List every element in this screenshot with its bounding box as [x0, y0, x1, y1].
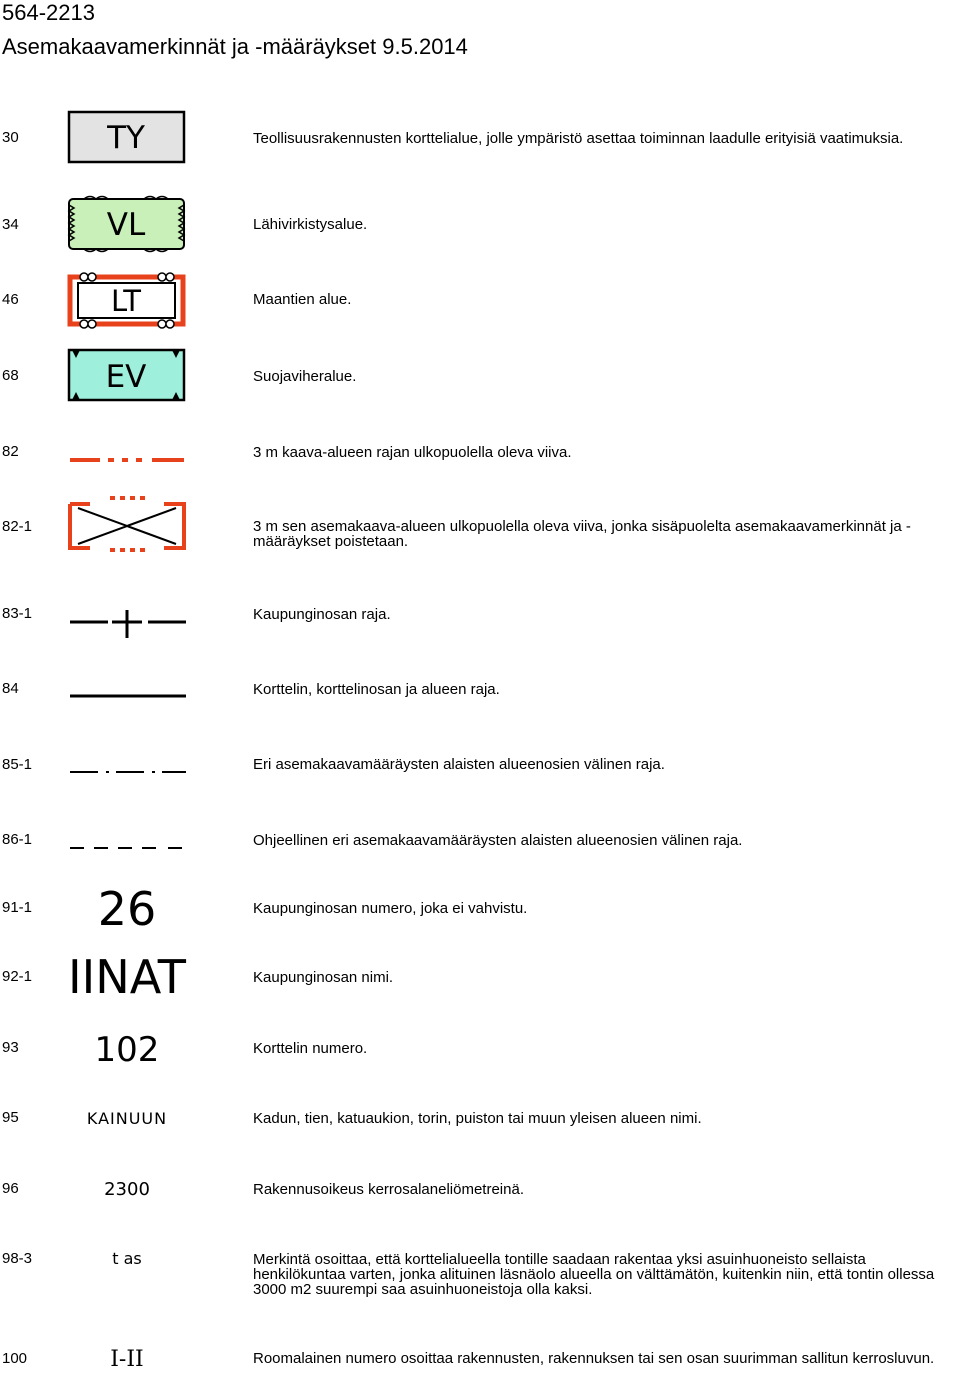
boundary-3m-outside-line-symbol — [64, 436, 190, 496]
boundary-cancelled-area-symbol — [64, 492, 190, 552]
street-name-label — [64, 1100, 190, 1160]
row-code: 91-1 — [2, 899, 33, 916]
row-description: Kaupunginosan nimi. — [253, 969, 394, 986]
row-code: 68 — [2, 367, 19, 384]
row-description: Kadun, tien, katuaukion, torin, puiston tai muun yleisen alueen nimi. — [253, 1110, 702, 1127]
row-code: 95 — [2, 1109, 19, 1126]
district-boundary-line-symbol — [64, 600, 190, 660]
row-description: Korttelin numero. — [253, 1040, 368, 1057]
floor-area-label — [64, 1170, 190, 1230]
row-description: Merkintä osoittaa, että korttelialueella tontille saadaan rakentaa yksi asuinhuoneisto sellaista henkilökuntaa varten, jonka alituinen läsnäolo alueella on välttämätön, kuitenkin niin, että tontin ollessa 3000 m2 suurempi saa asuinhuoneistoja olla kaksi. — [253, 1251, 935, 1298]
symbol-label: t as — [112, 1249, 142, 1268]
row-description: Ohjeellinen eri asemakaavamääräysten alaisten alueenosien välinen raja. — [253, 832, 743, 849]
row-description: Eri asemakaavamääräysten alaisten alueenosien välinen raja. — [253, 756, 665, 773]
row-description: Roomalainen numero osoittaa rakennusten, rakennuksen tai sen osan suurimman sallitun kerrosluvun. — [253, 1350, 935, 1367]
symbol-label: LT — [111, 284, 141, 318]
symbol-label: KAINUUN — [86, 1109, 168, 1128]
row-code: 86-1 — [2, 831, 33, 848]
block-boundary-line-symbol — [64, 680, 190, 740]
row-description: Kaupunginosan raja. — [253, 606, 391, 623]
row-code: 96 — [2, 1180, 19, 1197]
highway-area-symbol — [64, 268, 190, 328]
row-code: 82-1 — [2, 518, 33, 535]
industrial-area-symbol — [64, 108, 190, 168]
block-number-label — [64, 1024, 190, 1084]
row-description: Rakennusoikeus kerrosalaneliömetreinä. — [253, 1181, 524, 1198]
row-code: 82 — [2, 443, 19, 460]
roman-numeral-floors-label — [64, 1340, 190, 1400]
row-code: 30 — [2, 129, 19, 146]
row-code: 92-1 — [2, 968, 33, 985]
protective-green-area-symbol — [64, 346, 190, 406]
row-description: 3 m kaava-alueen rajan ulkopuolella oleva viiva. — [253, 444, 572, 461]
row-code: 85-1 — [2, 756, 33, 773]
symbol-label: VL — [106, 207, 146, 243]
row-code: 84 — [2, 680, 19, 697]
row-code: 83-1 — [2, 605, 33, 622]
district-name-label — [64, 948, 190, 1008]
district-number-label — [64, 878, 190, 938]
row-code: 98-3 — [2, 1250, 33, 1267]
symbol-label: TY — [107, 120, 145, 156]
recreation-area-symbol — [64, 193, 190, 253]
staff-dwelling-label — [64, 1242, 190, 1302]
symbol-label: 2300 — [104, 1179, 150, 1200]
row-description: 3 m sen asemakaava-alueen ulkopuolella oleva viiva, jonka sisäpuolelta asemakaavamerkinnät ja -määräykset poistetaan. — [253, 518, 911, 550]
row-description: Teollisuusrakennusten korttelialue, jolle ympäristö asettaa toiminnan laadulle erityisiä vaatimuksia. — [253, 130, 904, 147]
symbol-label: 26 — [97, 882, 157, 936]
dash-dot-line-symbol — [64, 756, 190, 816]
row-description: Kaupunginosan numero, joka ei vahvistu. — [253, 900, 528, 917]
document-code: 564-2213 — [2, 0, 95, 25]
symbol-label: I-II — [110, 1347, 144, 1372]
row-code: 93 — [2, 1039, 19, 1056]
row-description: Maantien alue. — [253, 291, 352, 308]
row-description: Suojaviheralue. — [253, 368, 357, 385]
row-code: 100 — [2, 1350, 28, 1367]
row-description: Lähivirkistysalue. — [253, 216, 368, 233]
row-code: 46 — [2, 291, 19, 308]
document-title: Asemakaavamerkinnät ja -määräykset 9.5.2014 — [2, 34, 468, 59]
symbol-label: IINAT — [68, 950, 187, 1004]
symbol-label: EV — [105, 359, 147, 395]
row-description: Korttelin, korttelinosan ja alueen raja. — [253, 681, 500, 698]
row-code: 34 — [2, 216, 19, 233]
symbol-label: 102 — [94, 1030, 160, 1070]
